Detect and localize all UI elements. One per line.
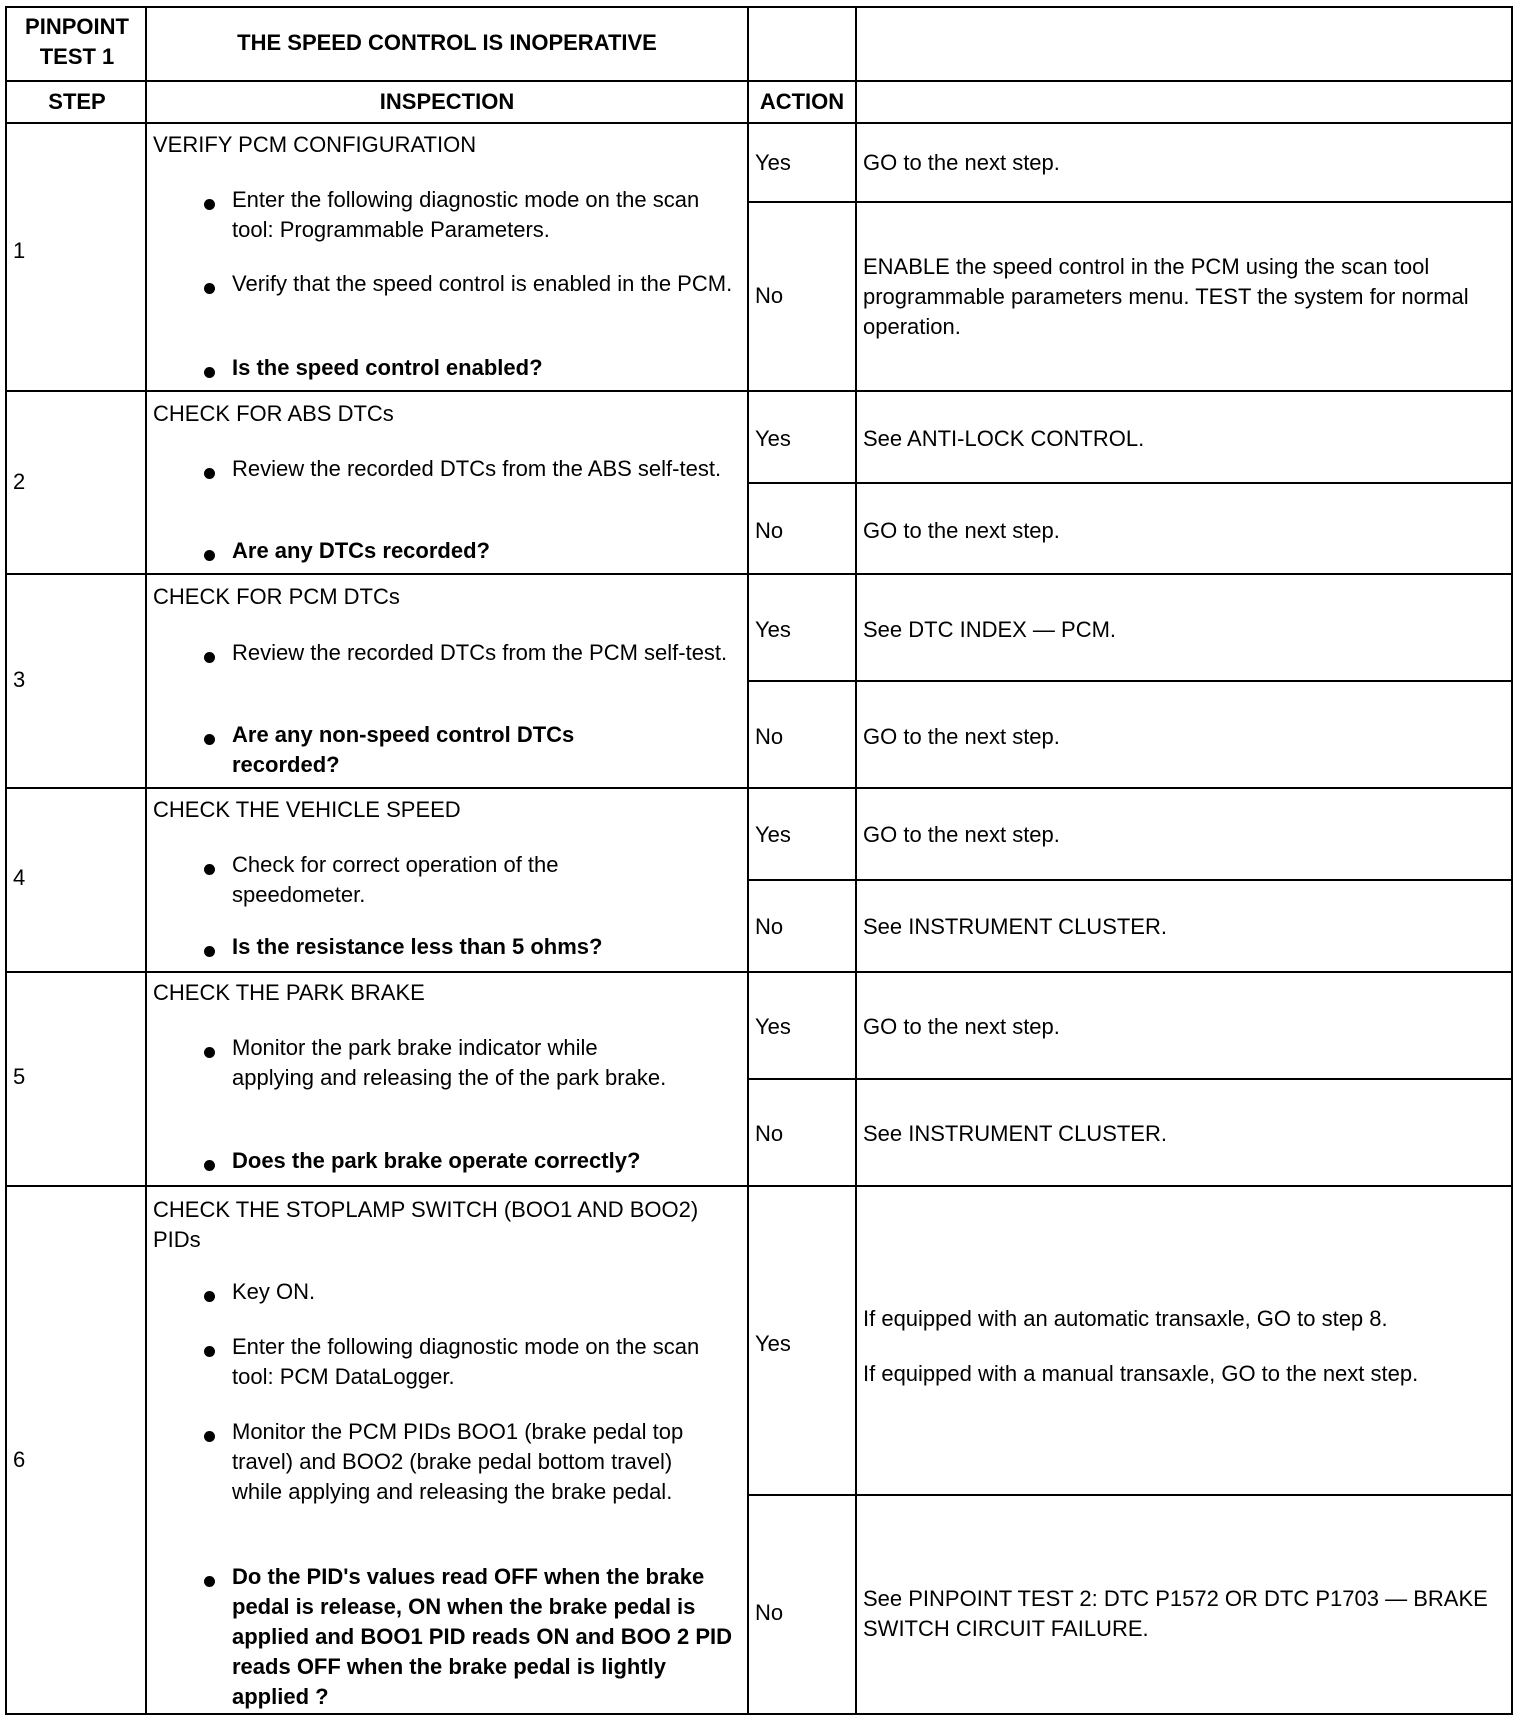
bullet-icon (204, 1346, 215, 1357)
step-instruction: Monitor the park brake indicator while applying and releasing the of the park brake. (232, 1035, 667, 1090)
step-instruction: Monitor the PCM PIDs BOO1 (brake pedal top travel) and BOO2 (brake pedal bottom travel) while applying and releasing the brake pedal. (232, 1419, 684, 1504)
step-heading: VERIFY PCM CONFIGURATION (153, 132, 477, 157)
bullet-icon (204, 1160, 215, 1171)
step-question: Does the park brake operate correctly? (232, 1148, 641, 1173)
bullet-icon (204, 1576, 215, 1587)
pinpoint-test-table (5, 6, 1513, 1715)
step-instruction: Enter the following diagnostic mode on the scan tool: Programmable Parameters. (232, 187, 700, 242)
step-number: 4 (13, 865, 26, 890)
step-number: 1 (13, 238, 26, 263)
step-heading: CHECK FOR ABS DTCs (153, 401, 394, 426)
no-action: See INSTRUMENT CLUSTER. (863, 914, 1167, 939)
bullet-icon (204, 367, 215, 378)
no-action: ENABLE the speed control in the PCM using the scan tool programmable parameters menu. TEST the system for normal operation. (863, 254, 1469, 339)
yes-action-alternate: If equipped with a manual transaxle, GO to the next step. (863, 1361, 1419, 1386)
bullet-icon (204, 283, 215, 294)
no-label: No (755, 283, 784, 308)
step-question: Are any DTCs recorded? (232, 538, 490, 563)
step-number: 3 (13, 667, 26, 692)
no-label: No (755, 1600, 784, 1625)
step-question: Is the speed control enabled? (232, 355, 543, 380)
no-action: GO to the next step. (863, 518, 1060, 543)
step-number: 6 (13, 1447, 26, 1472)
step-instruction: Key ON. (232, 1279, 316, 1304)
yes-no-divider (747, 201, 1511, 203)
yes-no-divider (747, 1494, 1511, 1496)
bullet-icon (204, 468, 215, 479)
yes-label: Yes (755, 822, 791, 847)
yes-no-divider (747, 680, 1511, 682)
step-heading: CHECK THE PARK BRAKE (153, 980, 425, 1005)
no-action: See INSTRUMENT CLUSTER. (863, 1121, 1167, 1146)
yes-action: See ANTI-LOCK CONTROL. (863, 426, 1145, 451)
bullet-icon (204, 199, 215, 210)
row-divider (7, 573, 1511, 575)
yes-action: GO to the next step. (863, 822, 1060, 847)
step-heading: CHECK THE VEHICLE SPEED (153, 797, 461, 822)
test-title: THE SPEED CONTROL IS INOPERATIVE (237, 30, 657, 55)
no-action: GO to the next step. (863, 724, 1060, 749)
row-divider (7, 80, 1511, 82)
step-instruction: Review the recorded DTCs from the ABS self-test. (232, 456, 722, 481)
yes-no-divider (747, 482, 1511, 484)
no-label: No (755, 914, 784, 939)
step-instruction: Check for correct operation of the speedometer. (232, 852, 559, 907)
no-label: No (755, 1121, 784, 1146)
no-action: See PINPOINT TEST 2: DTC P1572 OR DTC P1703 — BRAKE SWITCH CIRCUIT FAILURE. (863, 1586, 1488, 1641)
yes-action: If equipped with an automatic transaxle, GO to step 8. (863, 1306, 1388, 1331)
row-divider (7, 787, 1511, 789)
column-header-action: ACTION (759, 89, 845, 114)
no-label: No (755, 518, 784, 543)
step-instruction: Verify that the speed control is enabled in the PCM. (232, 271, 733, 296)
step-question: Do the PID's values read OFF when the brake pedal is release, ON when the brake pedal is applied and BOO1 PID reads ON and BOO 2 PID reads OFF when the brake pedal is lightly applied ? (232, 1564, 732, 1709)
bullet-icon (204, 652, 215, 663)
bullet-icon (204, 734, 215, 745)
step-heading: CHECK THE STOPLAMP SWITCH (BOO1 AND BOO2) PIDs (153, 1197, 699, 1252)
bullet-icon (204, 1291, 215, 1302)
bullet-icon (204, 946, 215, 957)
yes-label: Yes (755, 1331, 791, 1356)
step-number: 2 (13, 469, 26, 494)
no-label: No (755, 724, 784, 749)
yes-no-divider (747, 879, 1511, 881)
column-header-inspection: INSPECTION (379, 89, 515, 114)
test-label: PINPOINT TEST 1 (25, 14, 129, 69)
yes-no-divider (747, 1078, 1511, 1080)
column-divider (145, 8, 147, 1713)
step-heading: CHECK FOR PCM DTCs (153, 584, 400, 609)
yes-label: Yes (755, 150, 791, 175)
step-number: 5 (13, 1064, 26, 1089)
row-divider (7, 390, 1511, 392)
yes-action: See DTC INDEX — PCM. (863, 617, 1117, 642)
row-divider (7, 971, 1511, 973)
bullet-icon (204, 1431, 215, 1442)
yes-label: Yes (755, 1014, 791, 1039)
column-divider (747, 8, 749, 1713)
bullet-icon (204, 550, 215, 561)
step-question: Is the resistance less than 5 ohms? (232, 934, 603, 959)
yes-action: GO to the next step. (863, 150, 1060, 175)
yes-action: GO to the next step. (863, 1014, 1060, 1039)
step-question: Are any non-speed control DTCs recorded? (232, 722, 575, 777)
step-instruction: Enter the following diagnostic mode on the scan tool: PCM DataLogger. (232, 1334, 700, 1389)
yes-label: Yes (755, 617, 791, 642)
row-divider (7, 1185, 1511, 1187)
column-divider (855, 8, 857, 1713)
step-instruction: Review the recorded DTCs from the PCM self-test. (232, 640, 728, 665)
row-divider (7, 122, 1511, 124)
column-header-step: STEP (48, 89, 106, 114)
bullet-icon (204, 1047, 215, 1058)
bullet-icon (204, 864, 215, 875)
yes-label: Yes (755, 426, 791, 451)
